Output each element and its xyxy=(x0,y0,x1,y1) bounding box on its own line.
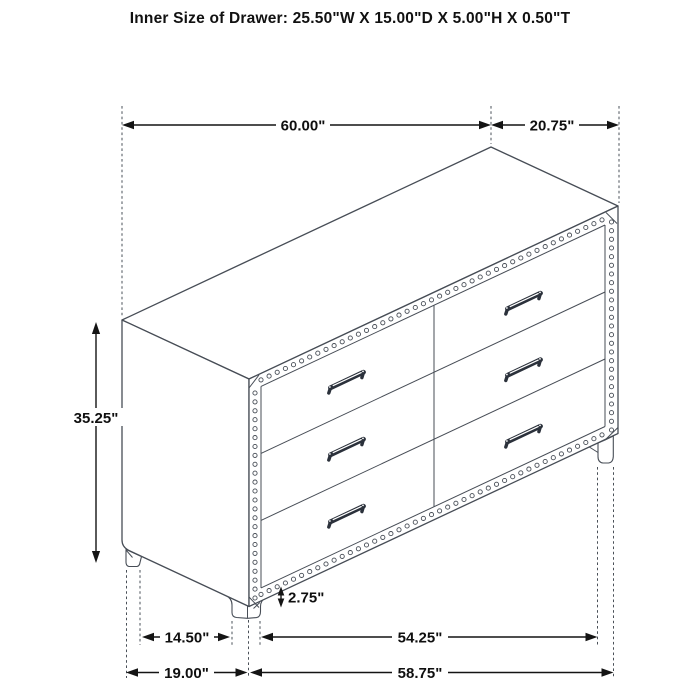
nailhead xyxy=(494,267,498,271)
nailhead xyxy=(364,543,368,547)
nailhead xyxy=(381,535,385,539)
nailhead xyxy=(253,453,257,457)
nailhead xyxy=(316,351,320,355)
nailhead xyxy=(486,271,490,275)
nailhead xyxy=(332,558,336,562)
nailhead xyxy=(478,275,482,279)
nailhead xyxy=(600,433,604,437)
nailhead xyxy=(559,452,563,456)
nailhead xyxy=(600,218,604,222)
nailhead xyxy=(584,440,588,444)
nailhead xyxy=(551,241,555,245)
nailhead xyxy=(609,246,613,250)
dim-back-width-label: 60.00" xyxy=(280,117,326,135)
nailhead xyxy=(348,336,352,340)
dim-height-label: 35.25" xyxy=(73,409,119,427)
nailhead xyxy=(340,554,344,558)
nailhead xyxy=(609,220,613,224)
nailhead xyxy=(253,596,257,600)
nailhead xyxy=(259,378,263,382)
nailhead xyxy=(356,332,360,336)
nailhead xyxy=(470,279,474,283)
nailhead xyxy=(609,255,613,259)
dim-front-leg-span-label: 54.25" xyxy=(397,629,443,647)
nailhead xyxy=(413,305,417,309)
nailhead xyxy=(253,525,257,529)
nailhead xyxy=(316,566,320,570)
nailhead xyxy=(519,256,523,260)
nailhead xyxy=(291,363,295,367)
nailhead xyxy=(609,402,613,406)
dim-leg-height-label: 2.75" xyxy=(288,589,325,607)
dim-side-leg-span-label: 14.50" xyxy=(164,629,210,647)
dim-back-width xyxy=(122,117,491,135)
nailhead xyxy=(253,391,257,395)
nailhead xyxy=(283,581,287,585)
nailhead xyxy=(253,400,257,404)
nailhead xyxy=(421,302,425,306)
nailhead xyxy=(253,507,257,511)
nailhead xyxy=(511,475,515,479)
nailhead xyxy=(253,409,257,413)
nailhead xyxy=(609,359,613,363)
nailhead xyxy=(438,294,442,298)
nailhead xyxy=(609,367,613,371)
nailhead xyxy=(511,260,515,264)
nailhead xyxy=(421,516,425,520)
nailhead xyxy=(253,480,257,484)
nailhead xyxy=(405,524,409,528)
nailhead xyxy=(609,298,613,302)
nailhead xyxy=(609,289,613,293)
dim-side-leg-span xyxy=(142,629,230,647)
nailhead xyxy=(267,589,271,593)
nailhead xyxy=(253,498,257,502)
dim-base-width xyxy=(250,664,614,682)
nailhead xyxy=(253,444,257,448)
nailhead xyxy=(259,592,263,596)
nailhead xyxy=(609,229,613,233)
nailhead xyxy=(253,436,257,440)
nailhead xyxy=(340,340,344,344)
nailhead xyxy=(576,444,580,448)
nailhead xyxy=(478,490,482,494)
nailhead xyxy=(356,547,360,551)
dim-height xyxy=(68,322,124,563)
nailhead xyxy=(454,286,458,290)
nailhead xyxy=(446,505,450,509)
nailhead xyxy=(413,520,417,524)
nailhead xyxy=(300,573,304,577)
nailhead xyxy=(519,471,523,475)
nailhead xyxy=(527,252,531,256)
nailhead xyxy=(429,298,433,302)
nailhead xyxy=(324,347,328,351)
nailhead xyxy=(609,272,613,276)
nailhead xyxy=(576,229,580,233)
nailhead xyxy=(609,237,613,241)
nailhead xyxy=(348,551,352,555)
nailhead xyxy=(253,534,257,538)
nailhead xyxy=(253,551,257,555)
nailhead xyxy=(609,324,613,328)
nailhead xyxy=(275,370,279,374)
nailhead xyxy=(535,248,539,252)
nailhead xyxy=(584,225,588,229)
nailhead xyxy=(267,374,271,378)
nailhead xyxy=(283,366,287,370)
dim-top-depth-label: 20.75" xyxy=(529,117,575,135)
nailhead xyxy=(253,560,257,564)
nailhead xyxy=(609,376,613,380)
nailhead xyxy=(567,448,571,452)
nailhead xyxy=(373,325,377,329)
nailhead xyxy=(559,237,563,241)
nailhead xyxy=(609,263,613,267)
nailhead xyxy=(364,328,368,332)
nailhead xyxy=(609,281,613,285)
nailhead xyxy=(535,463,539,467)
nailhead xyxy=(543,245,547,249)
nailhead xyxy=(609,350,613,354)
dim-base-depth-label: 19.00" xyxy=(164,664,209,682)
front-right-leg-notch xyxy=(589,447,599,453)
nailhead xyxy=(397,313,401,317)
nailhead xyxy=(253,516,257,520)
nailhead xyxy=(291,577,295,581)
nailhead xyxy=(253,489,257,493)
nailhead xyxy=(253,471,257,475)
nailhead xyxy=(543,459,547,463)
nailhead xyxy=(446,290,450,294)
nailhead xyxy=(609,419,613,423)
nailhead xyxy=(567,233,571,237)
nailhead xyxy=(438,509,442,513)
nailhead xyxy=(462,283,466,287)
nailhead xyxy=(253,462,257,466)
diagram-title: Inner Size of Drawer: 25.50"W X 15.00"D X 5.00"H X 0.50"T xyxy=(129,10,571,27)
nailhead xyxy=(609,393,613,397)
nailhead xyxy=(592,222,596,226)
nailhead xyxy=(373,539,377,543)
nailhead xyxy=(609,333,613,337)
nailhead xyxy=(253,418,257,422)
nailhead xyxy=(470,494,474,498)
nailhead xyxy=(405,309,409,313)
nailhead xyxy=(494,482,498,486)
nailhead xyxy=(253,587,257,591)
dim-base-width-label: 58.75" xyxy=(397,664,443,682)
nailhead xyxy=(609,307,613,311)
nailhead xyxy=(300,359,304,363)
dim-front-leg-span xyxy=(261,629,598,647)
nailhead xyxy=(308,570,312,574)
nailhead xyxy=(429,513,433,517)
nailhead xyxy=(253,427,257,431)
nailhead xyxy=(503,478,507,482)
nailhead xyxy=(551,456,555,460)
nailhead xyxy=(324,562,328,566)
nailhead xyxy=(332,344,336,348)
nailhead xyxy=(527,467,531,471)
nailhead xyxy=(253,578,257,582)
nailhead xyxy=(275,585,279,589)
nailhead xyxy=(253,569,257,573)
nailhead xyxy=(592,437,596,441)
nailhead xyxy=(609,385,613,389)
dim-base-depth xyxy=(126,664,248,682)
nailhead xyxy=(503,264,507,268)
nailhead xyxy=(486,486,490,490)
nailhead xyxy=(609,341,613,345)
nailhead xyxy=(462,497,466,501)
dim-top-depth xyxy=(491,117,619,135)
nailhead xyxy=(609,411,613,415)
nailhead xyxy=(389,317,393,321)
nailhead xyxy=(609,315,613,319)
dresser-drawing xyxy=(122,147,618,618)
nailhead xyxy=(454,501,458,505)
nailhead xyxy=(609,428,613,432)
nailhead xyxy=(397,528,401,532)
nailhead xyxy=(389,532,393,536)
nailhead xyxy=(381,321,385,325)
nailhead xyxy=(308,355,312,359)
nailhead xyxy=(253,542,257,546)
